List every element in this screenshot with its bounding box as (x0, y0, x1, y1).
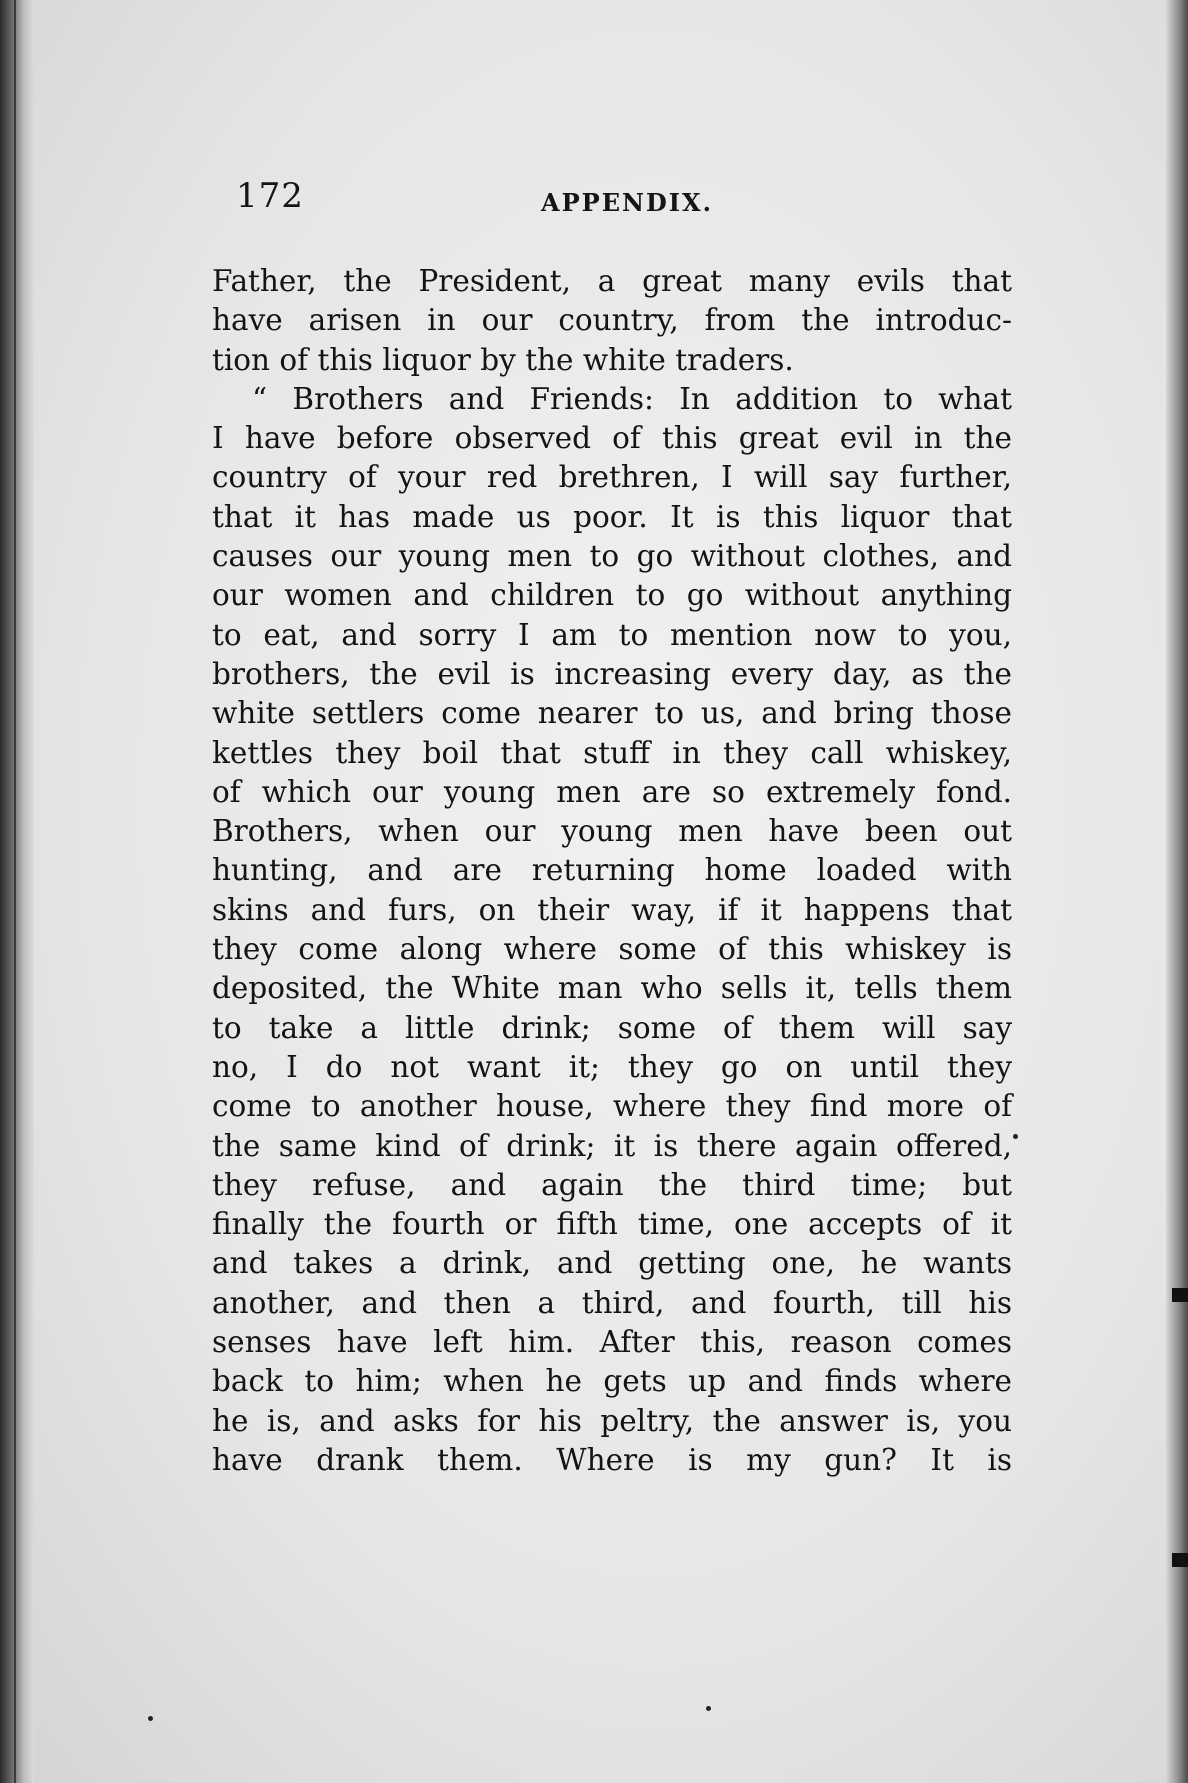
text-line: have drank them. Where is my gun? It is (212, 1442, 1012, 1477)
text-line: deposited, the White man who sells it, tells them (212, 971, 1012, 1006)
text-line: to eat, and sorry I am to mention now to you, (212, 617, 1012, 652)
text-line: and takes a drink, and getting one, he wants (212, 1246, 1012, 1281)
body-text (212, 262, 1012, 1480)
page-edge (1166, 0, 1188, 1783)
text-line: Father, the President, a great many evils that (212, 264, 1012, 298)
text-line: they refuse, and again the third time; but (212, 1167, 1012, 1202)
text-line: have arisen in our country, from the introduc- (212, 303, 1012, 338)
text-line: hunting, and are returning home loaded with (212, 853, 1012, 888)
edge-mark (1172, 1288, 1188, 1302)
text-line: Brothers, when our young men have been out (212, 814, 1012, 849)
text-line: he is, and asks for his peltry, the answer is, you (212, 1403, 1012, 1438)
text-line: no, I do not want it; they go on until they (212, 1049, 1012, 1084)
page-header (236, 176, 1011, 226)
text-line: tion of this liquor by the white traders. (212, 342, 794, 377)
ink-speck (148, 1716, 153, 1721)
page-number: 172 (236, 176, 304, 216)
book-spine (0, 0, 34, 1783)
text-line: white settlers come nearer to us, and bring those (212, 696, 1012, 731)
text-line: come to another house, where they find more of (212, 1089, 1012, 1124)
ink-speck (1013, 1134, 1018, 1139)
spine-crease (14, 0, 16, 1783)
text-line: skins and furs, on their way, if it happens that (212, 892, 1012, 927)
text-line: that it has made us poor. It is this liquor that (212, 499, 1012, 534)
text-line: kettles they boil that stuff in they call whiskey, (212, 735, 1012, 770)
text-line: I have before observed of this great evil in the (212, 421, 1012, 456)
text-line: finally the fourth or fifth time, one accepts of it (212, 1207, 1012, 1242)
text-line: senses have left him. After this, reason comes (212, 1325, 1012, 1360)
text-line: country of your red brethren, I will say further, (212, 460, 1012, 495)
text-line: to take a little drink; some of them will say (212, 1010, 1012, 1045)
text-line: they come along where some of this whiskey is (212, 932, 1012, 967)
text-line: the same kind of drink; it is there again offered, (212, 1128, 1012, 1163)
edge-mark (1172, 1553, 1188, 1567)
text-line: another, and then a third, and fourth, till his (212, 1285, 1012, 1320)
running-head: APPENDIX. (541, 188, 713, 217)
text-line: causes our young men to go without clothes, and (212, 539, 1012, 574)
text-line: “ Brothers and Friends: In addition to what (252, 381, 1012, 416)
text-line: back to him; when he gets up and finds where (212, 1364, 1012, 1399)
text-line: brothers, the evil is increasing every day, as the (212, 656, 1012, 691)
ink-speck (706, 1706, 711, 1711)
text-line: our women and children to go without anything (212, 578, 1012, 613)
text-line: of which our young men are so extremely fond. (212, 774, 1012, 809)
